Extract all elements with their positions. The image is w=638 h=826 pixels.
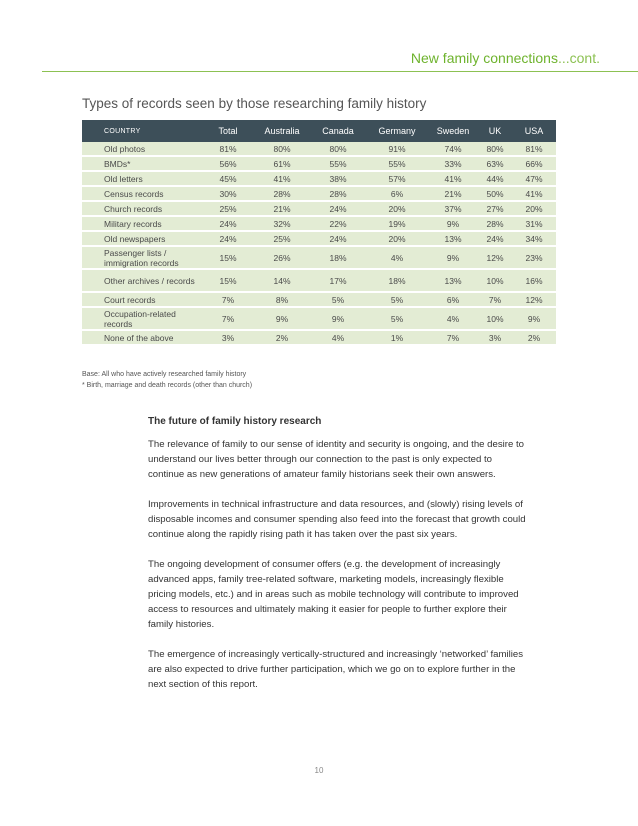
table-cell: 2% [254, 330, 310, 345]
table-cell: 37% [428, 201, 478, 216]
table-cell: 24% [202, 216, 254, 231]
table-cell: 7% [202, 292, 254, 307]
table-cell: 22% [310, 216, 366, 231]
table-header-row [82, 120, 556, 142]
table-cell: 28% [310, 186, 366, 201]
row-label: Passenger lists / immigration records [82, 246, 202, 269]
table-cell: 41% [254, 171, 310, 186]
table-cell: 30% [202, 186, 254, 201]
table-cell: 9% [254, 307, 310, 330]
table-cell: 50% [478, 186, 512, 201]
table-cell: 18% [366, 269, 428, 292]
table-cell: 23% [512, 246, 556, 269]
table-cell: 9% [512, 307, 556, 330]
table-row [82, 246, 556, 269]
table-cell: 19% [366, 216, 428, 231]
table-cell: 20% [512, 201, 556, 216]
table-cell: 6% [366, 186, 428, 201]
table-cell: 24% [202, 231, 254, 246]
table-cell: 17% [310, 269, 366, 292]
table-cell: 55% [310, 156, 366, 171]
header-rule [42, 71, 638, 72]
table-cell: 80% [254, 142, 310, 156]
table-cell: 66% [512, 156, 556, 171]
header-suffix: ...cont. [557, 50, 600, 66]
table-cell: 31% [512, 216, 556, 231]
table-cell: 38% [310, 171, 366, 186]
page-header [0, 50, 600, 66]
table-cell: 7% [428, 330, 478, 345]
table-cell: 81% [512, 142, 556, 156]
table-cell: 26% [254, 246, 310, 269]
table-cell: 4% [310, 330, 366, 345]
table-cell: 9% [310, 307, 366, 330]
table-row [82, 330, 556, 345]
column-header: Total [202, 120, 254, 142]
table-row [82, 231, 556, 246]
table-row [82, 201, 556, 216]
table-cell: 41% [428, 171, 478, 186]
footnotes [82, 369, 252, 391]
page-number: 10 [314, 766, 324, 775]
article [148, 414, 528, 707]
table-cell: 16% [512, 269, 556, 292]
article-paragraph: Improvements in technical infrastructure and data resources, and (slowly) rising levels of disposable incomes and consumer spending also feed into the forecast that growth could continue along the rapidly rising path it has taken over the past six years. [148, 499, 526, 540]
section-title: Types of records seen by those researching family history [82, 96, 427, 111]
row-label: Other archives / records [82, 269, 202, 292]
table-cell: 2% [512, 330, 556, 345]
column-header: UK [478, 120, 512, 142]
article-paragraph: The ongoing development of consumer offers (e.g. the development of increasingly advanced apps, family tree-related software, marketing models, increasingly flexible pricing models, etc.) and in areas such as mobile technology will contribute to improved access to resources and ultimately making it easier for people to further explore their family histories. [148, 559, 519, 630]
table-row [82, 156, 556, 171]
row-label: Military records [82, 216, 202, 231]
table-cell: 5% [366, 307, 428, 330]
table-cell: 18% [310, 246, 366, 269]
row-label: Court records [82, 292, 202, 307]
column-header: Canada [310, 120, 366, 142]
footnote-base: Base: All who have actively researched family history [82, 371, 247, 378]
table-cell: 55% [366, 156, 428, 171]
table-row [82, 216, 556, 231]
table-cell: 9% [428, 246, 478, 269]
footnote-bmd: * Birth, marriage and death records (other than church) [82, 382, 253, 389]
row-label: Occupation-related records [82, 307, 202, 330]
table-cell: 21% [428, 186, 478, 201]
table-cell: 5% [310, 292, 366, 307]
table-row [82, 186, 556, 201]
table-cell: 47% [512, 171, 556, 186]
table-cell: 74% [428, 142, 478, 156]
table-row [82, 292, 556, 307]
table-cell: 7% [202, 307, 254, 330]
article-heading: The future of family history research [148, 416, 322, 427]
table-cell: 57% [366, 171, 428, 186]
table-cell: 34% [512, 231, 556, 246]
row-label: Census records [82, 186, 202, 201]
table-cell: 3% [202, 330, 254, 345]
table-cell: 24% [478, 231, 512, 246]
table-cell: 80% [310, 142, 366, 156]
table-cell: 13% [428, 231, 478, 246]
table-cell: 41% [512, 186, 556, 201]
table-cell: 10% [478, 307, 512, 330]
table-cell: 12% [512, 292, 556, 307]
table-cell: 28% [254, 186, 310, 201]
table-cell: 24% [310, 231, 366, 246]
table-cell: 7% [478, 292, 512, 307]
table-cell: 56% [202, 156, 254, 171]
table-cell: 25% [202, 201, 254, 216]
article-paragraph: The relevance of family to our sense of identity and security is ongoing, and the desire to understand our lives better through our connection to the past is only expected to continue as new generations of amateur family historians seek their own answers. [148, 439, 524, 480]
column-header: Sweden [428, 120, 478, 142]
table-cell: 25% [254, 231, 310, 246]
table-cell: 8% [254, 292, 310, 307]
row-label: BMDs* [82, 156, 202, 171]
table-cell: 45% [202, 171, 254, 186]
column-header: Germany [366, 120, 428, 142]
table-cell: 63% [478, 156, 512, 171]
article-paragraph: The emergence of increasingly vertically-structured and increasingly ‘networked’ families are also expected to drive further participation, which we go on to explore further in the next section of this report. [148, 649, 524, 690]
table-cell: 61% [254, 156, 310, 171]
table-cell: 81% [202, 142, 254, 156]
table-row [82, 171, 556, 186]
table-cell: 4% [366, 246, 428, 269]
table-cell: 80% [478, 142, 512, 156]
table-cell: 44% [478, 171, 512, 186]
table-row [82, 307, 556, 330]
table-cell: 20% [366, 231, 428, 246]
table-row [82, 142, 556, 156]
row-label: Old letters [82, 171, 202, 186]
table-cell: 27% [478, 201, 512, 216]
row-label: Old newspapers [82, 231, 202, 246]
table-cell: 33% [428, 156, 478, 171]
row-label: None of the above [82, 330, 202, 345]
table-cell: 32% [254, 216, 310, 231]
table-cell: 3% [478, 330, 512, 345]
table-cell: 1% [366, 330, 428, 345]
table-cell: 20% [366, 201, 428, 216]
table-row [82, 269, 556, 292]
column-header: COUNTRY [82, 120, 202, 142]
table-cell: 15% [202, 246, 254, 269]
table-cell: 91% [366, 142, 428, 156]
table-cell: 10% [478, 269, 512, 292]
column-header: Australia [254, 120, 310, 142]
table-cell: 24% [310, 201, 366, 216]
row-label: Old photos [82, 142, 202, 156]
table-cell: 13% [428, 269, 478, 292]
table-cell: 28% [478, 216, 512, 231]
header-title: New family connections [410, 50, 558, 66]
table-cell: 9% [428, 216, 478, 231]
table-cell: 4% [428, 307, 478, 330]
row-label: Church records [82, 201, 202, 216]
column-header: USA [512, 120, 556, 142]
table-cell: 6% [428, 292, 478, 307]
table-body [82, 142, 556, 345]
table-cell: 5% [366, 292, 428, 307]
table-cell: 14% [254, 269, 310, 292]
table-cell: 12% [478, 246, 512, 269]
table-cell: 21% [254, 201, 310, 216]
records-table [82, 120, 556, 346]
table-cell: 15% [202, 269, 254, 292]
